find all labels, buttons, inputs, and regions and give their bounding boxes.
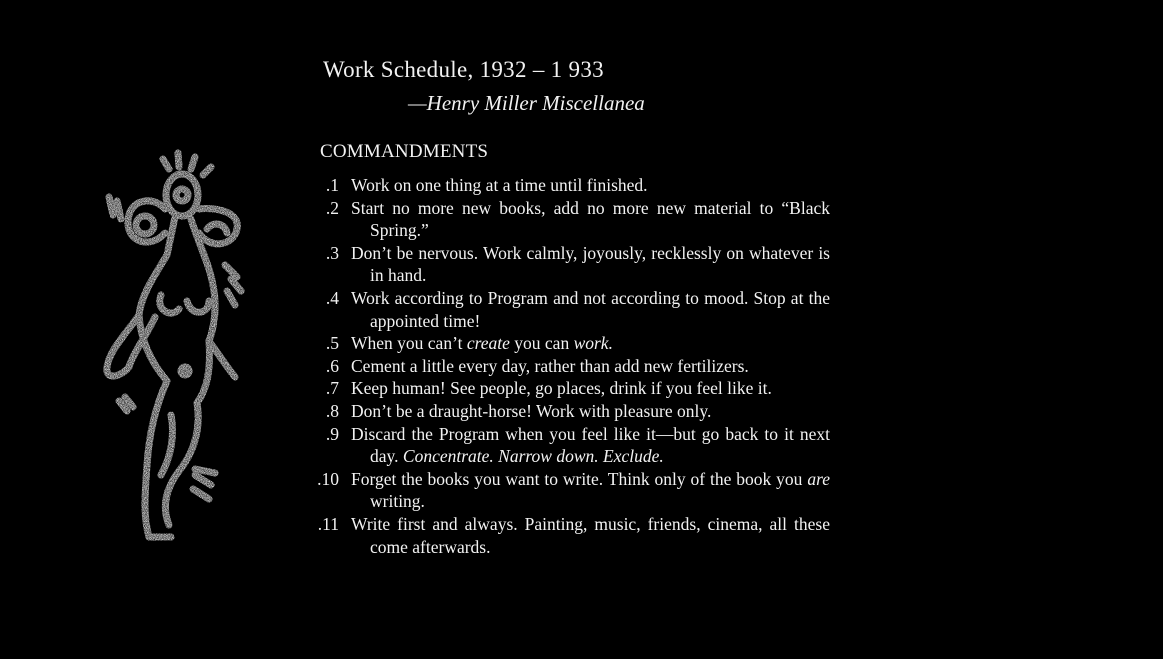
- commandment-text: [351, 175, 648, 195]
- commandment-emphasis: create: [466, 333, 510, 354]
- commandment-item: 8. Don’t be a draught-horse! Work with pleasure only.: [325, 400, 712, 421]
- commandment-text-part: Keep human! See people, go places, drink if you feel like it.: [351, 378, 772, 399]
- commandment-item: 10. Forget the books you want to write. Think only of the book you are writing.: [317, 468, 830, 512]
- commandment-text: [351, 469, 830, 512]
- commandment-item: 6. Cement a little every day, rather than add new fertilizers.: [325, 355, 749, 376]
- commandment-text: [351, 333, 613, 353]
- commandment-text: [351, 424, 830, 467]
- commandment-item: 2. Start no more new books, add no more new material to “Black Spring.”: [325, 197, 830, 241]
- document-title: Work Schedule, 1932 – 1 933: [323, 57, 604, 82]
- commandment-item: 4. Work according to Program and not according to mood. Stop at the appointed time!: [325, 287, 830, 331]
- commandment-text: [351, 401, 711, 421]
- commandment-text: [351, 198, 830, 241]
- attribution: —Henry Miller Miscellanea: [408, 91, 645, 115]
- commandment-text: [351, 514, 830, 557]
- section-heading: COMMANDMENTS: [320, 141, 489, 162]
- commandment-text-part: Don’t be a draught-horse! Work with pleasure only.: [351, 400, 712, 421]
- commandment-text-part: Cement a little every day, rather than add new fertilizers.: [351, 355, 749, 376]
- commandment-emphasis: are: [807, 468, 830, 489]
- commandment-text-part: Work according to Program and not according to mood. Stop at the appointed time!: [351, 287, 830, 331]
- commandment-text-part: Write first and always. Painting, music, friends, cinema, all these come afterwards.: [351, 513, 830, 557]
- dancing-figure-illustration: [95, 145, 255, 550]
- commandment-text-part: Forget the books you want to write. Think only of the book you: [351, 468, 808, 489]
- commandments-list: [317, 174, 830, 558]
- commandment-text: [351, 356, 749, 376]
- dancing-woman-figure-icon: [95, 145, 255, 550]
- commandment-text: [351, 243, 830, 286]
- commandment-text-part: Don’t be nervous. Work calmly, joyously, recklessly on whatever is in hand.: [351, 242, 830, 286]
- commandment-text-part: Work on one thing at a time until finished.: [351, 175, 648, 195]
- commandment-emphasis: Concentrate. Narrow down. Exclude.: [402, 446, 664, 467]
- commandment-item: 9. Discard the Program when you feel like it—but go back to it next day. Concentrate. Narrow down. Exclude.: [325, 423, 830, 467]
- commandment-text-part: writing.: [370, 491, 425, 512]
- commandment-text-part: When you can’t: [351, 333, 467, 354]
- commandment-item: 1. Work on one thing at a time until finished.: [325, 175, 648, 195]
- commandment-item: 7. Keep human! See people, go places, drink if you feel like it.: [325, 378, 772, 399]
- commandment-item: 3. Don’t be nervous. Work calmly, joyously, recklessly on whatever is in hand.: [325, 242, 830, 286]
- commandment-text-part: Start no more new books, add no more new material to “Black Spring.”: [351, 197, 830, 241]
- commandment-item: 5. When you can’t create you can work.: [325, 333, 613, 354]
- commandment-item: 11. Write first and always. Painting, music, friends, cinema, all these come afterwards.: [317, 513, 830, 557]
- commandment-text: [351, 288, 830, 331]
- commandment-emphasis: work.: [573, 333, 613, 354]
- commandment-text: [351, 378, 772, 398]
- commandment-text-part: you can: [509, 333, 574, 354]
- commandment-text-part: Discard the Program when you feel like it—but go back to it next day.: [351, 423, 830, 467]
